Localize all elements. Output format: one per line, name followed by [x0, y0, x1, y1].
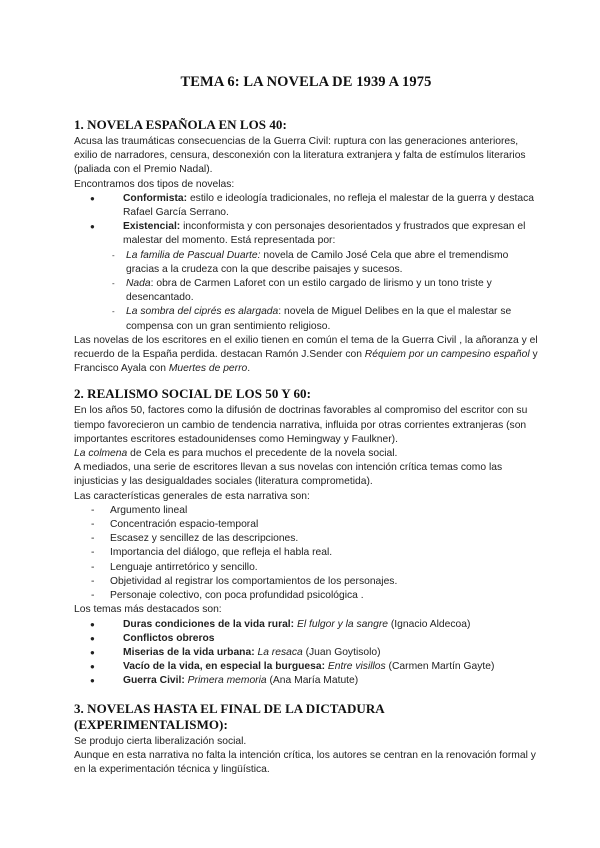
section-3-line-1: Se produjo cierta liberalización social.	[74, 735, 247, 747]
list-item: - Concentración espacio-temporal	[74, 518, 538, 532]
list-item: - Escasez y sencillez de las descripciones.	[74, 532, 538, 546]
type-text: inconformista y con personajes desorientados y frustrados que expresan el malestar del momento. Está representada por:	[123, 221, 526, 247]
list-item: - Objetividad al registrar los comportamientos de los personajes.	[74, 575, 538, 589]
theme-work: Entre visillos	[325, 661, 386, 673]
exile-paragraph	[74, 334, 538, 377]
list-item	[74, 277, 538, 305]
colmena-title: La colmena	[74, 448, 128, 460]
list-item	[74, 646, 538, 660]
list-item: - Importancia del diálogo, que refleja el habla real.	[74, 546, 538, 560]
list-item	[74, 660, 538, 674]
type-text: estilo e ideología tradicionales, no refleja el malestar de la guerra y destaca Rafael García Serrano.	[123, 192, 534, 219]
novel-types-intro: Encontramos dos tipos de novelas:	[74, 178, 235, 190]
theme-label: Vacío de la vida, en especial la burguesa:	[123, 661, 326, 673]
section-2-mid: A mediados, una serie de escritores llevan a sus novelas con intención crítica temas como las injusticias y las desigualdades sociales (literatura comprometida).	[74, 462, 503, 488]
features-list	[74, 504, 538, 603]
list-item: - Personaje colectivo, con poca profundidad psicológica .	[74, 589, 538, 603]
themes-intro: Los temas más destacados son:	[74, 604, 222, 616]
exile-work: Muertes de perro	[168, 363, 248, 375]
list-item	[74, 192, 538, 220]
exile-text: y Francisco Ayala con	[74, 349, 538, 375]
colmena-text: de Cela es para muchos el precedente de la novela social.	[127, 448, 398, 460]
work-text: : obra de Carmen Laforet con un estilo cargado de lirismo y un tono triste y desencantado.	[126, 278, 492, 304]
list-item	[74, 249, 538, 277]
theme-label: Guerra Civil:	[123, 675, 185, 687]
themes-list	[74, 618, 538, 689]
exile-work: Réquiem por un campesino español	[364, 349, 530, 361]
theme-label: Conflictos obreros	[123, 632, 215, 644]
list-item: - Argumento lineal	[74, 504, 538, 518]
list-item	[74, 220, 538, 334]
work-title: La sombra del ciprés es alargada	[126, 306, 279, 318]
work-title: Nada	[126, 278, 151, 290]
theme-author: (Juan Goytisolo)	[302, 646, 381, 658]
type-label: Existencial:	[123, 221, 181, 233]
section-2-intro: En los años 50, factores como la difusión de doctrinas favorables al compromiso del escritor con su tiempo favorecieron un cambio de tendencia narrativa, influida por otras corrientes extranjeras (son importantes escritores estadounidenses como Hemingway y Faulkner).	[74, 405, 528, 445]
theme-label: Duras condiciones de la vida rural:	[123, 618, 295, 630]
exile-text: .	[247, 363, 251, 375]
theme-author: (Ana María Matute)	[266, 675, 359, 687]
colmena-line	[74, 447, 538, 461]
exile-text: Las novelas de los escritores en el exilio tienen en común el tema de la Guerra Civil , la añoranza y el recuerdo de la España perdida. destacan Ramón J.Sender con	[74, 334, 538, 361]
list-item: - Lenguaje antirretórico y sencillo.	[74, 561, 538, 575]
theme-label: Miserias de la vida urbana:	[123, 646, 255, 658]
novel-types-list	[74, 192, 538, 334]
section-2-heading: 2. REALISMO SOCIAL DE LOS 50 Y 60:	[74, 386, 311, 402]
section-3-heading: 3. NOVELAS HASTA EL FINAL DE LA DICTADURA (EXPERIMENTALISMO):	[74, 700, 385, 732]
theme-work: Primera memoria	[184, 675, 267, 687]
section-1-intro: Acusa las traumáticas consecuencias de la Guerra Civil: ruptura con las generaciones anteriores, exilio de narradores, censura, desconexión con la literatura extranjera y falta de estímulos literarios (paliada con el Premio Nadal).	[74, 136, 526, 176]
type-label: Conformista:	[123, 192, 188, 204]
page-title: TEMA 6: LA NOVELA DE 1939 A 1975	[180, 74, 432, 90]
list-item	[74, 305, 538, 333]
list-item	[74, 632, 538, 646]
theme-work: La resaca	[254, 646, 303, 658]
work-text: novela de Camilo José Cela que abre el tremendismo gracias a la crudeza con la que describe paisajes y sucesos.	[126, 249, 509, 275]
existential-works-list	[74, 249, 538, 334]
work-text: : novela de Miguel Delibes en la que el malestar se compensa con un gran sentimiento religioso.	[126, 306, 512, 332]
theme-work: El fulgor y la sangre	[294, 618, 388, 630]
list-item	[74, 674, 538, 688]
section-3-line-2: Aunque en esta narrativa no falta la intención crítica, los autores se centran en la renovación formal y en la experimentación técnica y lingüística.	[74, 749, 536, 775]
features-intro: Las características generales de esta narrativa son:	[74, 490, 310, 502]
section-1-heading: 1. NOVELA ESPAÑOLA EN LOS 40:	[74, 117, 287, 132]
theme-author: (Ignacio Aldecoa)	[387, 618, 471, 630]
work-title: La familia de Pascual Duarte:	[126, 249, 261, 261]
theme-author: (Carmen Martín Gayte)	[385, 661, 495, 673]
list-item	[74, 618, 538, 632]
